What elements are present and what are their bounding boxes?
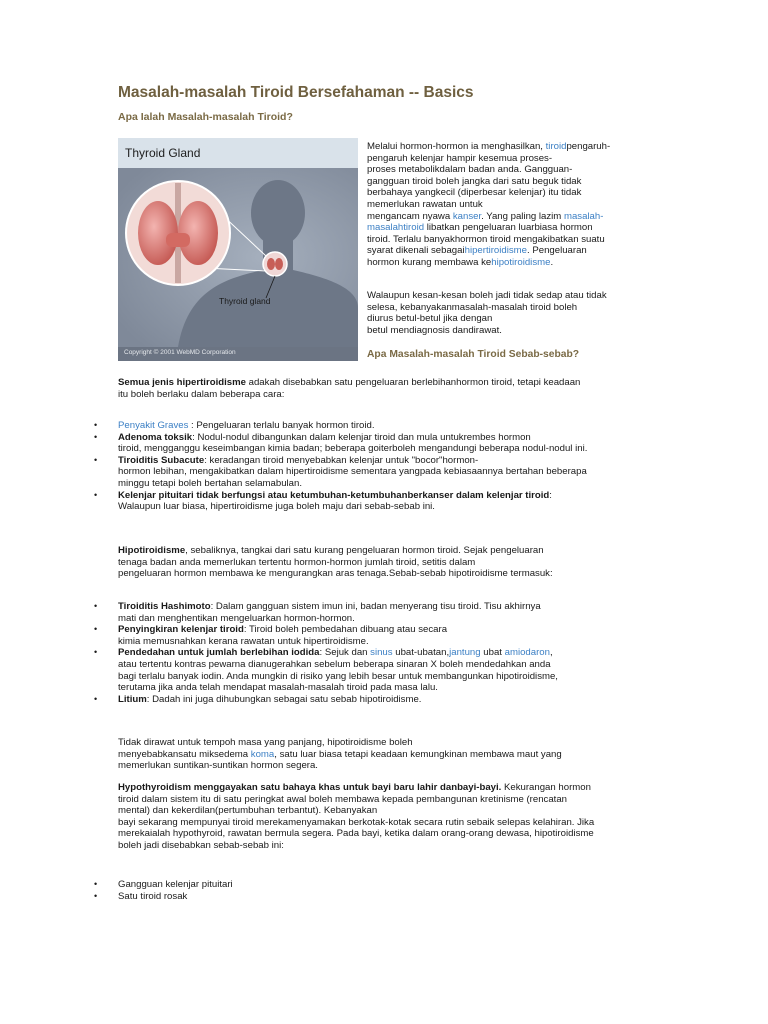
- link-jantung[interactable]: jantung: [449, 647, 481, 659]
- bullet: •: [94, 454, 98, 465]
- link-koma[interactable]: koma: [250, 748, 275, 760]
- section-heading-causes: Apa Masalah-masalah Tiroid Sebab-sebab?: [367, 349, 580, 360]
- link-penyakit-graves[interactable]: Penyakit Graves: [118, 420, 189, 431]
- link-tiroid[interactable]: tiroid: [545, 141, 567, 152]
- hypothyroidism-intro: Hipotiroidisme, sebaliknya, tangkai dari satu kurang pengeluaran hormon tiroid. Sejak pengeluaran tenaga badan anda memerlukan tertentu hormon-hormon jumlah tiroid, setitis dalam pengeluaran hormon membawa ke mengurangkan aras tenaga.Sebab-sebab hipotiroidisme termasuk:: [118, 545, 553, 580]
- figure-title: Thyroid Gland: [125, 146, 201, 160]
- thyroid-gland-figure: [118, 138, 358, 361]
- list-item: Penyakit Graves : Pengeluaran terlalu banyak hormon tiroid.: [118, 420, 375, 431]
- intro-paragraph-2: Walaupun kesan-kesan boleh jadi tidak sedap atau tidak selesa, kebanyakanmasalah-masalah tiroid boleh diurus betul-betul jika dengan betul mendiagnosis dandirawat.: [367, 290, 607, 336]
- bullet: •: [94, 624, 98, 635]
- bullet: •: [94, 647, 98, 658]
- list-item: Kelenjar pituitari tidak berfungsi atau ketumbuhan-ketumbuhanberkanser dalam kelenjar tiroid:: [118, 489, 552, 501]
- bullet: •: [94, 489, 98, 500]
- thyroid-illustration: [118, 138, 358, 361]
- list-item: Tiroiditis Subacute: keradangan tiroid menyebabkan kelenjar untuk "bocor"hormon-: [118, 454, 479, 466]
- bullet: •: [94, 693, 98, 704]
- list-item: Litium: Dadah ini juga dihubungkan sebagai satu sebab hipotiroidisme.: [118, 693, 422, 705]
- bullet: •: [94, 879, 98, 889]
- intro-paragraph-1: Melalui hormon-hormon ia menghasilkan, tiroidpengaruh- pengaruh kelenjar hampir kesemua proses- proses metabolikdalam badan anda. Gangguan- gangguan tiroid boleh jangka dari satu beguk tidak berbahaya yangkecil (diperbesar kelenjar) itu tidak memerlukan rawatan untuk mengancam nyawa kanser. Yang paling lazim masalah- masalahtiroid libatkan pengeluaran luarbiasa hormon tiroid. Terlalu banyakhormon tiroid mengakibatkan suatu syarat dikenali sebagaihipertiroidisme. Pengeluaran hormon kurang membawa kehipotiroidisme.: [367, 141, 611, 268]
- bullet: •: [94, 420, 98, 430]
- link-sinus[interactable]: sinus: [370, 647, 393, 659]
- infant-paragraph: Hypothyroidism menggayakan satu bahaya khas untuk bayi baru lahir danbayi-bayi. Kekurangan hormon tiroid dalam sistem itu di satu peringkat awal boleh membawa kepada pembangunan kretinisme (rencatan mental) dan kekerdilan(pertumbuhan terbantut). Kebanyakan bayi sekarang mempunyai tiroid merekamenyamakan berkotak-kotak secara rutin sebaik selepas kelahiran. Jika merekaialah hypothyroid, rawatan bermula segera. Pada bayi, ketika dalam orang-orang dewasa, hipotiroidisme boleh jadi disebabkan sebab-sebab ini:: [118, 782, 595, 851]
- infant-causes-list: [118, 879, 233, 902]
- figure-label-thyroid-gland: Thyroid gland: [219, 296, 271, 306]
- list-item: Penyingkiran kelenjar tiroid: Tiroid boleh pembedahan dibuang atau secara: [118, 624, 448, 636]
- page-title: Masalah-masalah Tiroid Bersefahaman -- Basics: [118, 84, 474, 101]
- bullet: •: [94, 890, 98, 901]
- list-item: Gangguan kelenjar pituitari: [118, 879, 233, 890]
- section-heading-what-is: Apa Ialah Masalah-masalah Tiroid?: [118, 111, 293, 123]
- list-item: Tiroiditis Hashimoto: Dalam gangguan sistem imun ini, badan menyerang tisu tiroid. Tisu akhirnya: [118, 601, 541, 612]
- link-hipertiroidisme[interactable]: hipertiroidisme: [464, 245, 527, 257]
- link-kanser[interactable]: kanser: [452, 210, 482, 222]
- link-masalahtiroid[interactable]: masalahtiroid: [367, 222, 425, 234]
- bullet: •: [94, 431, 98, 442]
- untreated-paragraph: Tidak dirawat untuk tempoh masa yang panjang, hipotiroidisme boleh menyebabkansatu miksedema koma, satu luar biasa tetapi keadaan kemungkinan membawa maut yang memerlukan suntikan-suntikan hormon segera.: [118, 737, 562, 772]
- link-hipotiroidisme[interactable]: hipotiroidisme: [491, 256, 551, 268]
- hyperthyroidism-causes-list: Penyakit Graves : Pengeluaran terlalu banyak hormon tiroid. Adenoma toksik: Nodul-nodul dibangunkan dalam kelenjar tiroid dan mula untukrembes hormon tiroid, mengganggu keseimbangan kimia badan; beberapa goiterboleh mengandungi beberapa nodul-nodul ini. Tiroiditis Subacute: keradangan tiroid menyebabkan kelenjar untuk "bocor"hormon- hormon lebihan, mengakibatkan dalam hipertiroidisme sementara yangpada kebiasaannya bertahan beberapa minggu tetapi boleh bertahan selamabulan. Kelenjar pituitari tidak berfungsi atau ketumbuhan-ketumbuhanberkanser dalam kelenjar tiroid: Walaupun luar biasa, hipertiroidisme juga boleh maju dari sebab-sebab ini.: [118, 420, 588, 513]
- list-item: Adenoma toksik: Nodul-nodul dibangunkan dalam kelenjar tiroid dan mula untukrembes hormon: [118, 431, 531, 443]
- bullet: •: [94, 601, 98, 611]
- figure-copyright: Copyright © 2001 WebMD Corporation: [124, 349, 236, 356]
- hyperthyroidism-intro: Semua jenis hipertiroidisme adakah disebabkan satu pengeluaran berlebihanhormon tiroid, tetapi keadaan itu boleh berlaku dalam beberapa cara:: [118, 377, 581, 400]
- list-item: Satu tiroid rosak: [118, 890, 188, 902]
- hypothyroidism-causes-list: Tiroiditis Hashimoto: Dalam gangguan sistem imun ini, badan menyerang tisu tiroid. Tisu akhirnya mati dan menghentikan mengeluarkan hormon-hormon. Penyingkiran kelenjar tiroid: Tiroid boleh pembedahan dibuang atau secara kimia memusnahkan kerana rawatan untuk hipertiroidisme. Pendedahan untuk jumlah berlebihan iodida: Sejuk dan sinus ubat-ubatan,jantung ubat amiodaron, atau tertentu kontras pewarna dianugerahkan sebelum beberapa sinaran X boleh mendedahkan anda bagi terlalu banyak iodin. Anda mungkin di risiko yang lebih besar untuk membangunkan hipotiroidisme, terutama jika anda telah mendapat masalah-masalah tiroid pada masa lalu. Litium: Dadah ini juga dihubungkan sebagai satu sebab hipotiroidisme.: [118, 601, 558, 705]
- list-item: Pendedahan untuk jumlah berlebihan iodida: Sejuk dan sinus ubat-ubatan,jantung ubat amiodaron,: [118, 647, 553, 659]
- link-amiodaron[interactable]: amiodaron: [504, 647, 550, 659]
- link-masalah[interactable]: masalah-: [563, 210, 604, 222]
